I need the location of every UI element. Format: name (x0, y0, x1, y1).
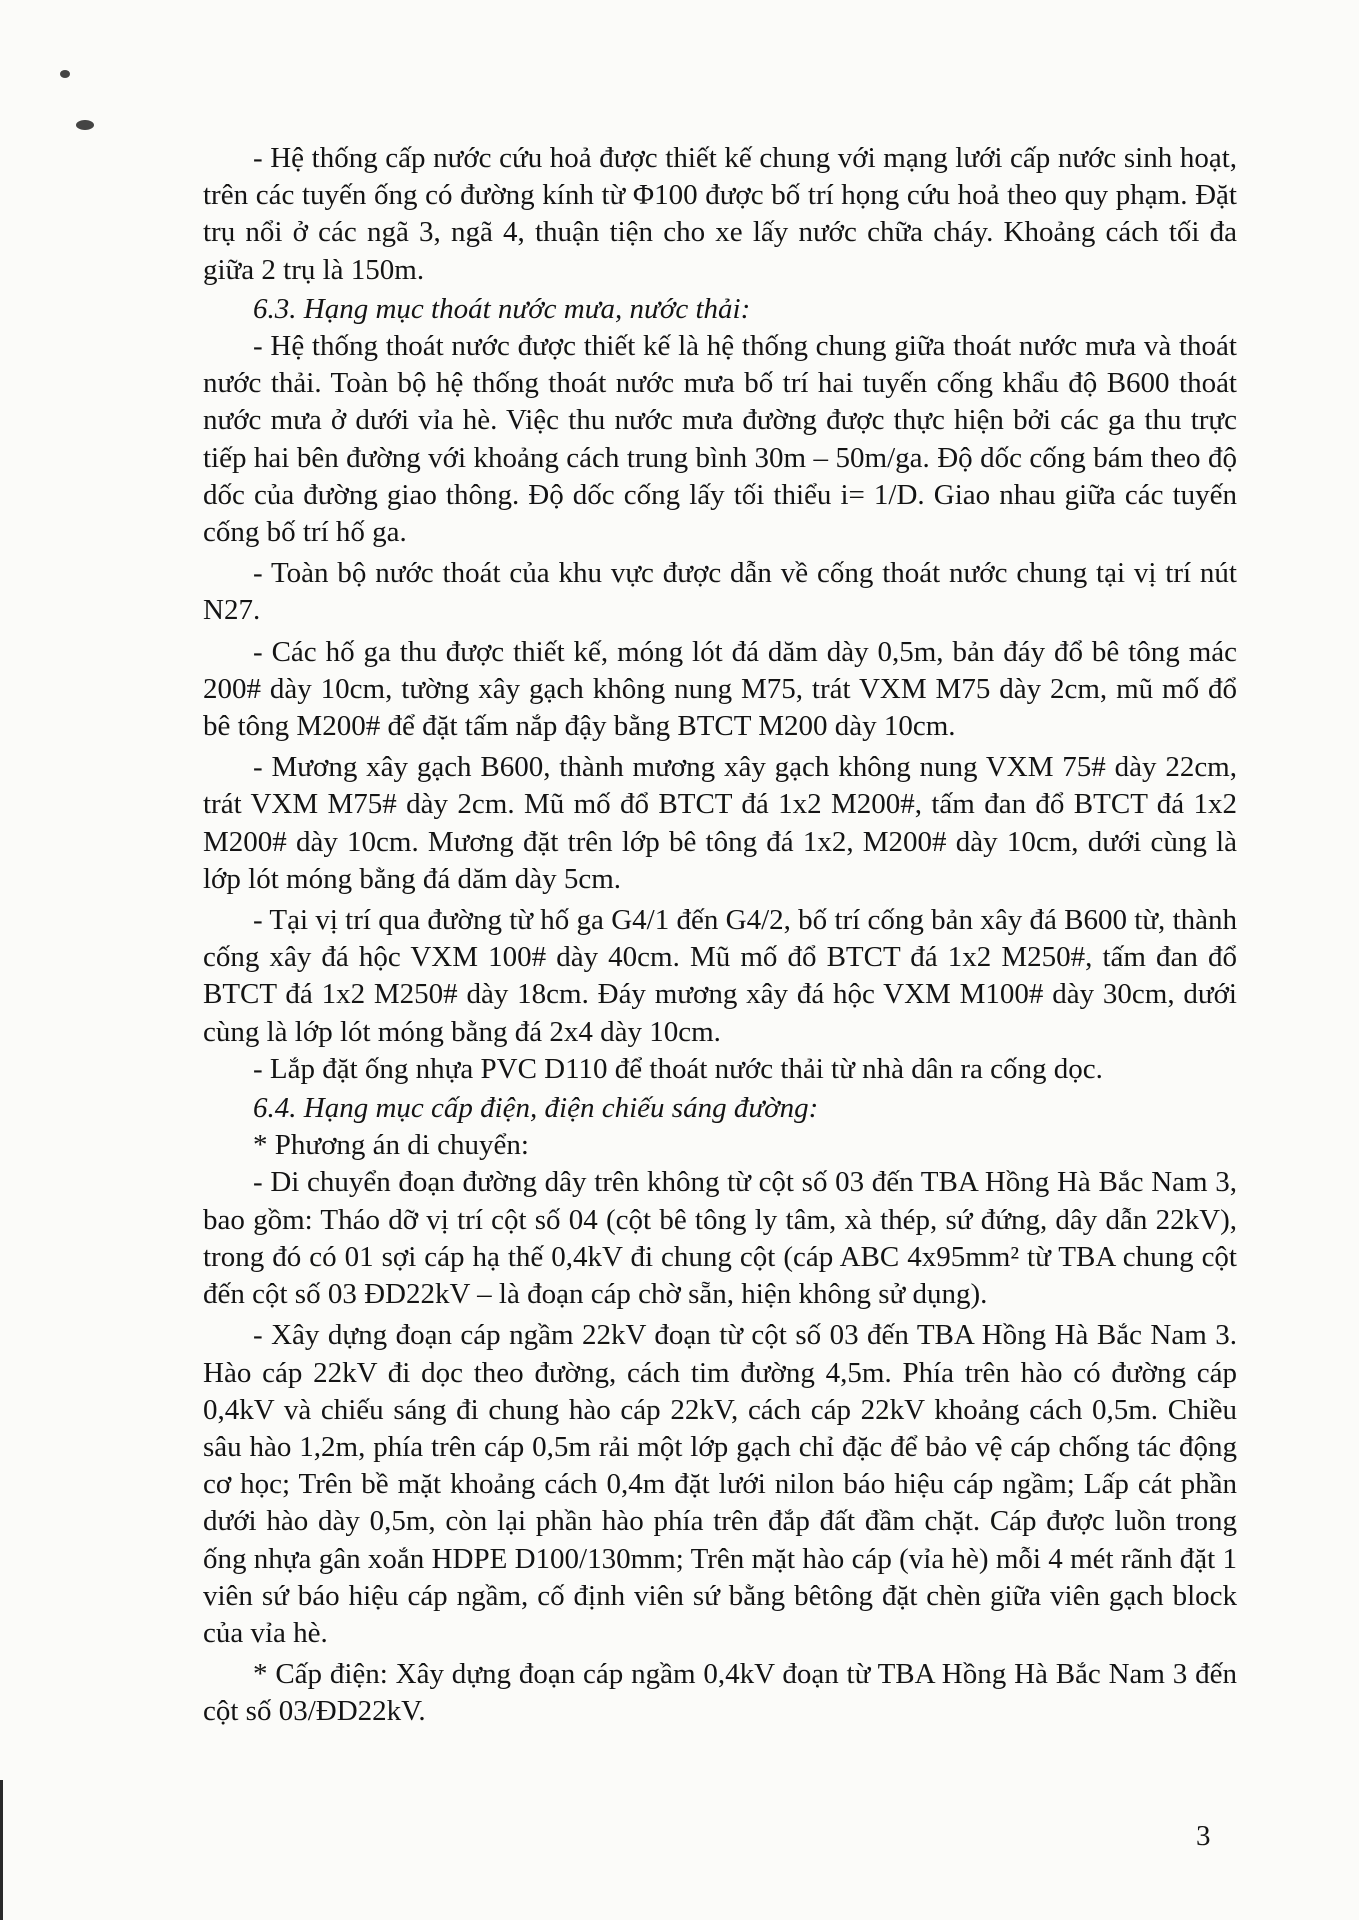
scan-edge-line (0, 1780, 3, 1920)
paragraph-power-supply: * Cấp điện: Xây dựng đoạn cáp ngầm 0,4kV đoạn từ TBA Hồng Hà Bắc Nam 3 đến cột số 03/ĐD22kV. (203, 1658, 1237, 1728)
paragraph-road-crossing-culvert: - Tại vị trí qua đường từ hố ga G4/1 đến G4/2, bố trí cống bản xây đá B600 từ, thành cống xây đá hộc VXM 100# dày 40cm. Mũ mố đổ BTCT đá 1x2 M250#, tấm đan đổ BTCT đá 1x2 M250# dày 18cm. Đáy mương xây đá hộc VXM M100# dày 30cm, dưới cùng là lớp lót móng bằng đá 2x4 dày 10cm. (203, 904, 1237, 1048)
paragraph-brick-channel: - Mương xây gạch B600, thành mương xây gạch không nung VXM 75# dày 22cm, trát VXM M75# dày 2cm. Mũ mố đổ BTCT đá 1x2 M200#, tấm đan đổ BTCT đá 1x2 M200# dày 10cm. Mương đặt trên lớp bê tông đá 1x2, M200# dày 10cm, dưới cùng là lớp lót móng bằng đá dăm dày 5cm. (203, 751, 1237, 895)
paragraph-pvc-pipe: - Lắp đặt ống nhựa PVC D110 để thoát nước thải từ nhà dân ra cống dọc. (253, 1052, 1103, 1085)
heading-drainage: 6.3. Hạng mục thoát nước mưa, nước thải: (253, 292, 751, 325)
paragraph-drainage-system: - Hệ thống thoát nước được thiết kế là hệ thống chung giữa thoát nước mưa và thoát nước thải. Toàn bộ hệ thống thoát nước mưa bố trí hai tuyến cống khẩu độ B600 thoát nước mưa ở dưới vỉa hè. Việc thu nước mưa đường được thực hiện bởi các ga thu trực tiếp hai bên đường với khoảng cách trung bình 30m – 50m/ga. Độ dốc cống bám theo độ dốc của đường giao thông. Độ dốc cống lấy tối thiểu i= 1/D. Giao nhau giữa các tuyến cống bố trí hố ga. (203, 330, 1237, 549)
heading-power-lighting: 6.4. Hạng mục cấp điện, điện chiếu sáng đường: (253, 1092, 819, 1125)
paragraph-fire-water-supply: - Hệ thống cấp nước cứu hoả được thiết kế chung với mạng lưới cấp nước sinh hoạt, trên các tuyến ống có đường kính từ Φ100 được bố trí họng cứu hoả theo quy phạm. Đặt trụ nổi ở các ngã 3, ngã 4, thuận tiện cho xe lấy nước chữa cháy. Khoảng cách tối đa giữa 2 trụ là 150m. (203, 142, 1237, 286)
paragraph-relocation-plan: * Phương án di chuyển: (253, 1129, 529, 1162)
paragraph-overhead-line-relocation: - Di chuyển đoạn đường dây trên không từ cột số 03 đến TBA Hồng Hà Bắc Nam 3, bao gồm: Tháo dỡ vị trí cột số 04 (cột bê tông ly tâm, xà thép, sứ đứng, dây dẫn 22kV), trong đó có 01 sợi cáp hạ thế 0,4kV đi chung cột (cáp ABC 4x95mm² từ TBA chung cột đến cột số 03 ĐD22kV – là đoạn cáp chờ sẵn, hiện không sử dụng). (203, 1166, 1237, 1311)
paragraph-drainage-outlet: - Toàn bộ nước thoát của khu vực được dẫn về cống thoát nước chung tại vị trí nút N27. (203, 557, 1237, 627)
paragraph-manholes: - Các hố ga thu được thiết kế, móng lót đá dăm dày 0,5m, bản đáy đổ bê tông mác 200# dày 10cm, tường xây gạch không nung M75, trát VXM M75 dày 2cm, mũ mố đổ bê tông M200# để đặt tấm nắp đậy bằng BTCT M200 dày 10cm. (203, 635, 1237, 743)
body-text (203, 136, 1237, 1731)
paragraph-underground-cable-22kv: - Xây dựng đoạn cáp ngầm 22kV đoạn từ cột số 03 đến TBA Hồng Hà Bắc Nam 3. Hào cáp 22kV đi dọc theo đường, cách tim đường 4,5m. Phía trên hào có đường cáp 0,4kV và chiếu sáng đi chung hào cáp 22kV, cách cáp 22kV khoảng cách 0,5m. Chiều sâu hào 1,2m, phía trên cáp 0,5m rải một lớp gạch chỉ đặc để bảo vệ cáp chống tác động cơ học; Trên bề mặt khoảng cách 0,4m đặt lưới nilon báo hiệu cáp ngầm; Lấp cát phần dưới hào dày 0,5m, còn lại phần hào phía trên đắp đất đầm chặt. Cáp được luồn trong ống nhựa gân xoắn HDPE D100/130mm; Trên mặt hào cáp (vỉa hè) mỗi 4 mét rãnh đặt 1 viên sứ báo hiệu cáp ngầm, cố định viên sứ bằng bêtông đặt chèn giữa viên gạch block của vỉa hè. (203, 1319, 1237, 1649)
scan-speck (76, 120, 94, 130)
page-number: 3 (1196, 1820, 1211, 1852)
scan-speck (60, 70, 70, 78)
